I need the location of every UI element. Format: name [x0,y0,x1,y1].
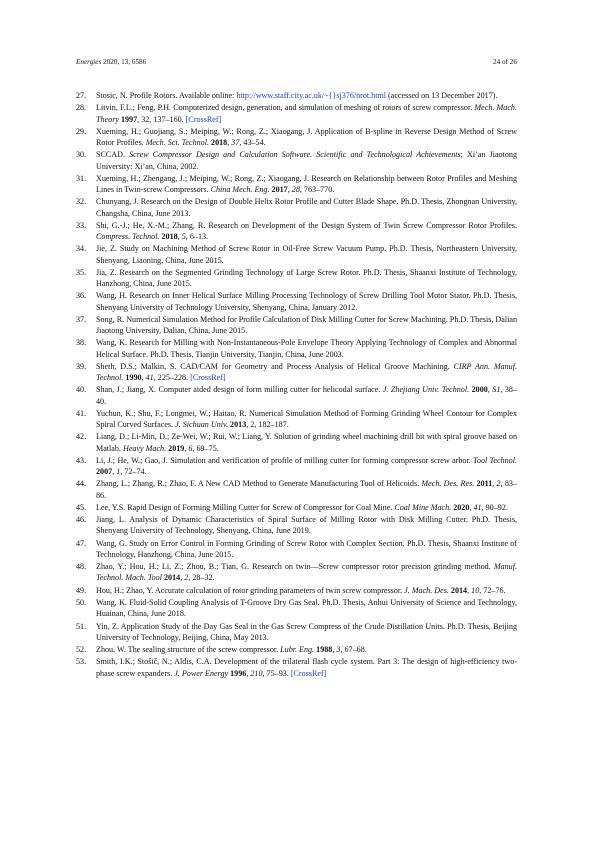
reference-year: 2014 [448,585,468,595]
reference-number: 36. [76,291,87,301]
reference-list [76,90,517,680]
reference-segment: Zhao, Y.; Hou, H.; Li, Z.; Zhou, B.; Tian, G. Research on twin—Screw compressor rotor precision grinding method. [96,562,494,572]
reference-item [76,384,517,406]
reference-segment: , 83–86. [96,479,517,500]
reference-number: 45. [76,502,87,512]
reference-source: Manuf. Technol. Mach. Tool [96,562,517,583]
reference-text [96,243,517,265]
reference-segment: Zhang, L.; Zhang, R.; Zhao, F. A New CAD Method to Generate Manufacturing Tool of Helicoids. [96,479,422,489]
reference-number: 34. [76,244,87,254]
reference-source: Screw Compressor Design and Calculation Software. Scientific and Technological Achievements [129,150,461,160]
reference-number: 40. [76,385,87,395]
journal-name: Energies [76,58,102,66]
reference-segment: , 72–74. [120,467,147,476]
reference-number: 43. [76,455,87,465]
reference-source: 3 [336,645,341,655]
reference-number: 47. [76,538,87,548]
reference-text [96,656,517,678]
reference-number: 52. [76,645,87,655]
reference-item [76,220,517,242]
reference-item [76,243,517,265]
reference-segment: Wang, H. Research on Inner Helical Surface Milling Processing Technology of Screw Drilling Tool Motor Stator. Ph.D. Thesis, Shenyang University of Technology University, Shenyang, China, January 2012. [96,291,517,312]
reference-text [96,585,517,596]
reference-item [76,267,517,289]
reference-item [76,126,517,148]
reference-text [96,102,517,124]
reference-segment: Wang, G. Study on Error Control in Forming Grinding of Screw Rotor with Complex Section. Ph.D. Thesis, Shaanxi Institute of Technology, Hanzhong, China, June 2015. [96,538,517,559]
reference-segment: Jie, Z. Study on Machining Method of Screw Rotor in Oil-Free Screw Vacuum Pump. Ph.D. Thesis, Northeastern University, Shenyang, Liaoning, China, June 2015. [96,244,517,265]
reference-source: Tool Technol. [473,455,517,465]
reference-source: 1 [116,467,121,476]
reference-segment: , 75–93. [262,668,291,678]
reference-source: J. Sichuan Univ. [175,420,229,429]
reference-year: 1997 [118,114,138,124]
reference-year: 1988 [314,645,333,655]
reference-item [76,621,517,643]
reference-segment: Yuchun, K.; Shu, F.; Longmei, W.; Haitao, R. Numerical Simulation Method of Forming Grinding Wheel Contour for Complex Spiral Curved Surfaces. [96,408,517,429]
reference-text [96,455,517,477]
reference-number: 38. [76,338,87,348]
reference-segment: Jiang, L. Analysis of Dynamic Characteristics of Spiral Surface of Milling Rotor with Disk Milling Cutter. Ph.D. Thesis, Shenyang University of Technology, Shenyang, China, June 2019. [96,515,517,536]
reference-segment: , 225–228. [153,373,191,382]
reference-segment: ; Xi’an Jiaotong University: Xi’an, China, 2002. [96,150,517,171]
reference-year: 2014 [161,573,181,583]
reference-text [96,597,517,619]
reference-segment: Litvin, F.L.; Feng, P.H. Computerized design, generation, and simulation of meshing of rotors of screw compressor. [96,103,475,113]
reference-year: 2013 [228,420,247,429]
reference-source: Lubr. Eng. [280,645,315,655]
reference-source: 37 [231,138,240,147]
reference-number: 53. [76,657,87,667]
reference-source: China Mech. Eng. [210,185,270,194]
reference-source: Heavy Mach. [122,443,167,453]
reference-text [96,514,517,536]
reference-source: J. Zhejiang Univ. Technol. [382,385,470,395]
reference-segment: , 69–75. [192,443,219,453]
reference-segment: , 38–40. [96,385,517,406]
reference-segment: Shan, J.; Jiang, X. Computer aided design of form milling cutter for helicodal surface. [96,385,383,395]
reference-segment: Jia, Z. Research on the Segmented Grinding Technology of Large Screw Rotor. Ph.D. Thesis, Shaanxi Institute of Technology, Hanzhong, China, June 2015. [96,267,517,288]
crossref-link[interactable]: [CrossRef] [190,373,226,382]
reference-segment: Wang, K. Research for Milling with Non-Instantaneous-Pole Envelope Theory Applying Technology of Complex and Abnormal Helical Surface. Ph.D. Thesis, Tianjin University, Tianjin, China, June 2003. [96,338,517,359]
reference-url-link[interactable]: http://www.staff.city.ac.uk/~{}sj376/nrot.html [236,91,387,100]
reference-source: 210 [250,668,263,678]
reference-text [96,478,517,500]
reference-segment: , 43–54. [239,138,266,147]
reference-text [96,431,517,453]
reference-item [76,585,517,596]
reference-source: J. Mach. Des. [404,585,449,595]
reference-segment: Xueming, H.; Zhengang, J.; Meiping, W.; Rong, Z.; Xiaogang, J. Research on Relationship between Rotor Profiles and Meshing Lines in Twin-screw Compressors. [96,173,517,194]
reference-item [76,361,517,383]
reference-segment: Xueming, H.; Guojiang, S.; Meiping, W.; Rong, Z.; Xiaogang, J. Application of B-spline in Reverse Design Method of Screw Rotor Profiles. [96,126,517,147]
reference-source: Mech. Sci. Technol. [145,138,209,147]
reference-number: 44. [76,479,87,489]
reference-year: 2019 [166,443,185,453]
reference-text [96,502,517,513]
reference-item [76,314,517,336]
reference-text [96,314,517,336]
reference-number: 41. [76,408,87,418]
reference-source: 2 [184,573,189,583]
reference-number: 29. [76,126,87,136]
reference-text [96,361,517,383]
reference-item [76,644,517,655]
reference-segment: , 72–76. [479,585,506,595]
reference-segment: Smith, I.K.; Stošič, N.; Aldis, C.A. Development of the trilateral flash cycle system. Part 3: The design of high-efficiency two-phase screw expanders. [96,657,517,678]
reference-text [96,561,517,583]
reference-segment: , [177,232,182,241]
reference-number: 33. [76,220,87,230]
reference-year: 2020 [451,502,470,512]
reference-segment: , 2, 182–187. [246,420,289,429]
reference-item [76,538,517,560]
reference-segment: , [492,479,497,489]
page-number: 24 of 26 [493,58,517,66]
reference-number: 48. [76,562,87,572]
reference-segment: , [287,185,292,194]
reference-text [96,384,517,406]
reference-segment: Lee, Y.S. Rapid Design of Forming Milling Cutter for Screw of Compressor for Coal Mine. [96,502,395,512]
reference-segment: Sheth, D.S.; Malkin, S. CAD/CAM for Geometry and Process Analysis of Helical Groove Machining. [96,361,454,371]
reference-segment: , [469,502,474,512]
reference-number: 37. [76,314,87,324]
reference-number: 49. [76,585,87,595]
reference-item [76,173,517,195]
reference-text [96,538,517,560]
reference-segment: , [184,443,189,453]
reference-number: 28. [76,103,87,113]
reference-year: 1996 [228,668,247,678]
reference-source: 5 [181,232,186,241]
reference-text [96,220,517,242]
reference-segment: Stosic, N. Profile Rotors. Available online: [96,91,237,100]
reference-segment: , 763–770. [299,185,335,194]
reference-segment: , [467,585,472,595]
reference-text [96,149,517,171]
reference-item [76,431,517,453]
reference-number: 31. [76,173,87,183]
reference-text [96,408,517,430]
reference-segment: , 28–32. [188,573,215,583]
reference-segment: Wang, K. Fluid-Solid Coupling Analysis of T-Groove Dry Gas Seal. Ph.D. Thesis, Anhui University of Science and Technology, Huainan, China, June 2018. [96,598,517,619]
reference-segment: , 32, 137–160. [137,114,186,124]
reference-item [76,149,517,171]
reference-source: Mech. Des. Res. [421,479,475,489]
crossref-link[interactable]: [CrossRef] [185,114,222,124]
reference-text [96,290,517,312]
reference-segment: Chunyang, J. Research on the Design of Double Helix Rotor Profile and Cutter Blade Shape. Ph.D. Thesis, Zhongnan University, Changsha, China, June 2013. [96,197,517,218]
reference-number: 39. [76,361,87,371]
crossref-link[interactable]: [CrossRef] [290,668,327,678]
reference-number: 50. [76,598,87,608]
reference-source: 41 [145,373,154,382]
reference-segment: , 90–92. [481,502,508,512]
reference-segment: , [180,573,185,583]
reference-segment: (accessed on 13 December 2017). [386,91,498,100]
reference-number: 32. [76,197,87,207]
reference-item [76,502,517,513]
reference-text [96,337,517,359]
reference-item [76,561,517,583]
reference-segment: Song, R. Numerical Simulation Method for Profile Calculation of Disk Milling Cutter for Screw Machining. Ph.D. Thesis, Dalian Jiaotong University, Dalian, China, June 2015. [96,314,517,335]
reference-item [76,196,517,218]
reference-segment: Zhou, W. The sealing structure of the screw compressor. [96,645,281,655]
reference-text [96,90,517,101]
reference-segment: , 6–13. [185,232,209,241]
journal-citation [76,58,146,70]
journal-volume: 2020, 13, 6586 [101,58,147,66]
reference-year: 1990 [123,373,142,382]
reference-item [76,408,517,430]
reference-source: Compress. Technol. [96,232,160,241]
reference-number: 30. [76,150,87,160]
reference-year: 2018 [209,138,228,147]
reference-text [96,644,517,655]
reference-segment: Li, J.; He, W.; Gao, J. Simulation and verification of profile of milling cutter for forming compressor screw arbor. [96,455,474,465]
reference-segment: Hou, H.; Zhao, Y. Accurate calculation of rotor grinding parameters of twin screw compressor. [96,585,405,595]
reference-source: 28 [291,185,300,194]
reference-segment: , [487,385,493,395]
reference-year: 2017 [269,185,288,194]
reference-year: 2007 [96,467,113,476]
reference-item [76,290,517,312]
reference-text [96,126,517,148]
reference-number: 27. [76,91,87,100]
reference-text [96,196,517,218]
reference-source: 2 [496,479,501,489]
reference-item [76,656,517,678]
reference-text [96,267,517,289]
reference-item [76,478,517,500]
reference-source: 10 [471,585,480,595]
reference-source: J. Power Energy [174,668,229,678]
reference-year: 2018 [159,232,178,241]
reference-item [76,337,517,359]
reference-segment: SCCAD. [96,150,130,160]
reference-text [96,173,517,195]
reference-item [76,102,517,124]
reference-year: 2011 [474,479,493,489]
reference-segment: Yin, Z. Application Study of the Day Gas Seal in the Gas Screw Compress of the Crude Distillation Units. Ph.D. Thesis, Beijing University of Technology, Beijing, China, May 2013. [96,621,517,642]
reference-segment: Liang, D.; Li-Min, D.; Ze-Wei, W.; Rui, W.; Liang, Y. Solution of grinding wheel machining drill bit with spiral groove based on Matlab. [96,432,517,453]
reference-number: 51. [76,621,87,631]
reference-number: 42. [76,432,87,442]
reference-source: 41 [473,502,482,512]
reference-source: CIRP Ann. Manuf. Technol. [96,361,517,382]
reference-segment: , 67–68. [340,645,367,655]
reference-segment: , [141,373,146,382]
reference-item [76,597,517,619]
reference-text [96,621,517,643]
reference-year: 2000 [469,385,488,395]
reference-segment: , [332,645,337,655]
reference-number: 35. [76,267,87,277]
reference-source: 6 [188,443,193,453]
reference-segment: , [227,138,232,147]
page-header [76,58,517,70]
reference-segment: Shi, G.-J.; He, X.-M.; Zhang, R. Research on Development of the Design System of Twin Screw Compressor Rotor Profiles. [96,220,517,230]
reference-item [76,455,517,477]
reference-number: 46. [76,515,87,525]
reference-source: Mech. Mach. Theory [96,103,517,124]
reference-segment: , [246,668,251,678]
reference-item [76,90,517,101]
reference-item [76,514,517,536]
reference-source: S1 [492,385,501,395]
reference-source: Coal Mine Mach. [394,502,452,512]
reference-segment: , [112,467,117,476]
